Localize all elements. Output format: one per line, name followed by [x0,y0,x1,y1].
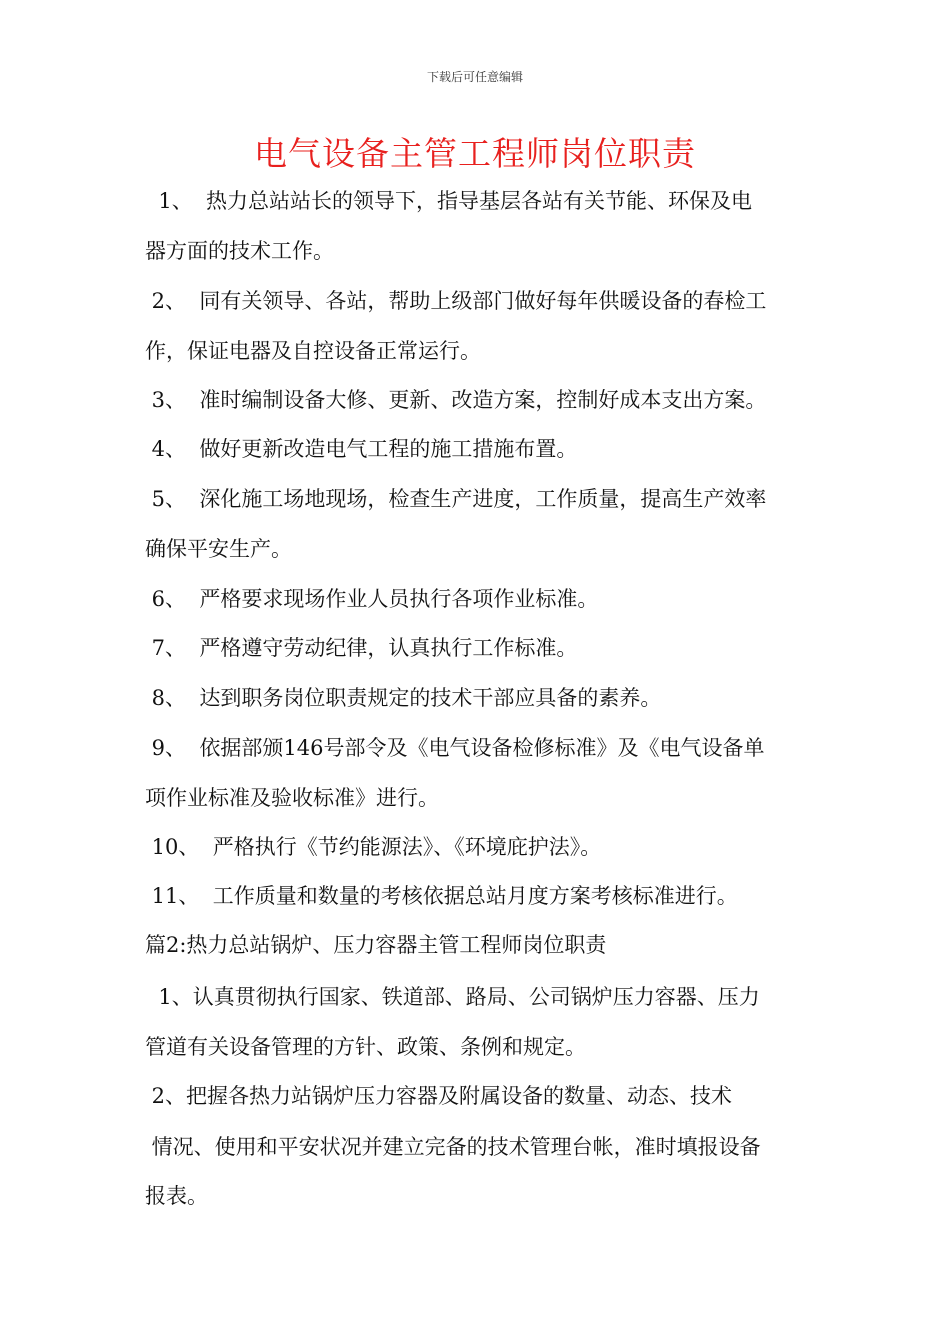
body-line-13: 项作业标准及验收标准》进行。 [145,786,439,810]
body-line-4: 作，保证电器及自控设备正常运行。 [145,339,481,363]
body-line-3: 2、 同有关领导、各站，帮助上级部门做好每年供暖设备的春检工 [145,289,767,313]
body-line-6: 4、 做好更新改造电气工程的施工措施布置。 [145,437,578,461]
body-line-9: 6、 严格要求现场作业人员执行各项作业标准。 [145,587,599,611]
body-line-21: 报表。 [145,1184,208,1208]
body-line-18: 管道有关设备管理的方针、政策、条例和规定。 [145,1035,586,1059]
body-line-1: 1、 热力总站站长的领导下，指导基层各站有关节能、环保及电 [145,189,753,213]
header-note: 下载后可任意编辑 [426,70,523,84]
body-line-14: 10、 严格执行《节约能源法》、《环境庇护法》。 [145,835,602,859]
body-line-12: 9、 依据部颁146号部令及《电气设备检修标准》及《电气设备单 [145,736,765,760]
body-line-8: 确保平安生产。 [145,537,292,561]
section-2-heading: 篇2:热力总站锅炉、压力容器主管工程师岗位职责 [145,933,607,957]
body-line-20: 情况、使用和平安状况并建立完备的技术管理台帐，准时填报设备 [145,1135,761,1159]
body-line-5: 3、 准时编制设备大修、更新、改造方案，控制好成本支出方案。 [145,388,767,412]
body-line-11: 8、 达到职务岗位职责规定的技术干部应具备的素养。 [145,686,662,710]
body-line-15: 11、 工作质量和数量的考核依据总站月度方案考核标准进行。 [145,884,738,908]
body-line-2: 器方面的技术工作。 [145,239,334,263]
body-line-7: 5、 深化施工场地现场，检查生产进度，工作质量，提高生产效率 [145,487,767,511]
body-line-17: 1、认真贯彻执行国家、铁道部、路局、公司锅炉压力容器、压力 [145,985,760,1009]
body-line-19: 2、把握各热力站锅炉压力容器及附属设备的数量、动态、技术 [145,1084,733,1108]
document-title: 电气设备主管工程师岗位职责 [254,134,696,173]
body-line-10: 7、 严格遵守劳动纪律，认真执行工作标准。 [145,636,578,660]
